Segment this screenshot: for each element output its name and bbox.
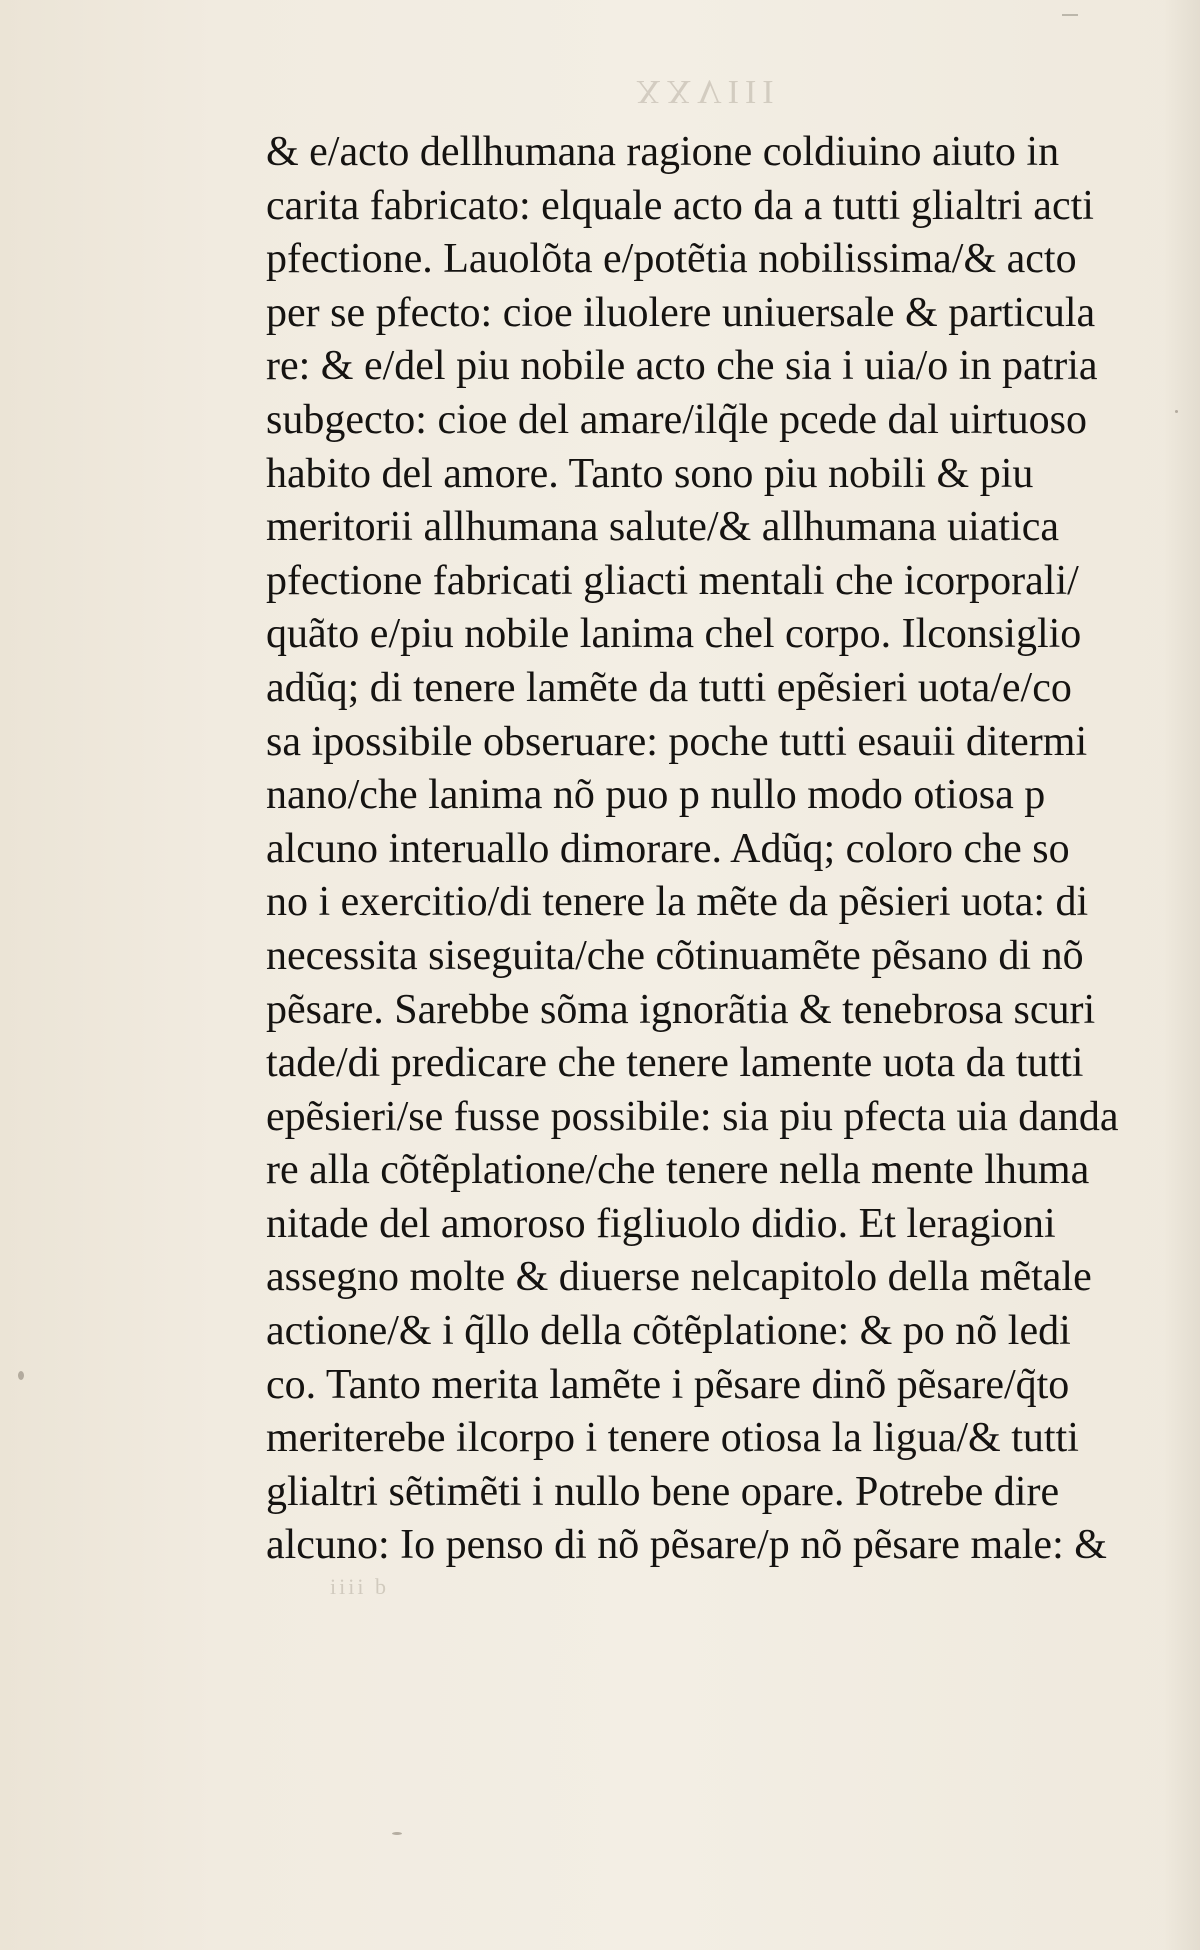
text-line: pfectione. Lauolõta e/potẽtia nobilissima/& acto [266, 236, 1077, 283]
paper-speck [392, 1832, 402, 1835]
text-line: habito del amore. Tanto sono piu nobili & piu [266, 450, 1034, 497]
text-line: & e/acto dellhumana ragione coldiuino aiuto in [266, 129, 1060, 175]
paper-speck [18, 1371, 24, 1380]
text-line: nano/che lanima nõ puo p nullo modo otiosa p [266, 772, 1046, 819]
text-line: nitade del amoroso figliuolo didio. Et leragioni [266, 1200, 1056, 1247]
text-line: per se pfecto: cioe iluolere uniuersale & particula [266, 289, 1096, 336]
text-line: co. Tanto merita lamẽte i pẽsare dinõ pẽsare/q̃to [266, 1361, 1070, 1408]
text-line: carita fabricato: elquale acto da a tutti glialtri acti [266, 182, 1094, 229]
text-line: sa ipossibile obseruare: poche tutti esauii ditermi [266, 718, 1088, 765]
paper-speck [1175, 410, 1178, 413]
text-line: re: & e/del piu nobile acto che sia i uia/o in patria [266, 343, 1098, 390]
page-edge-shadow [1164, 0, 1200, 1950]
text-line: no i exercitio/di tenere la mẽte da pẽsieri uota: di [266, 879, 1089, 926]
text-line: meriterebe ilcorpo i tenere otiosa la ligua/& tutti [266, 1415, 1079, 1462]
text-line: alcuno: Io penso di nõ pẽsare/p nõ pẽsare male: & [266, 1522, 1107, 1569]
top-edge-mark [1062, 14, 1078, 16]
text-line: necessita siseguita/che cõtinuamẽte pẽsano di nõ [266, 932, 1084, 979]
signature-mark: iiii b [330, 1574, 389, 1599]
text-line: pfectione fabricati gliacti mentali che icorporali/ [266, 557, 1079, 604]
text-line: re alla cõtẽplatione/che tenere nella mente lhuma [266, 1147, 1090, 1194]
text-line: tade/di predicare che tenere lamente uota da tutti [266, 1040, 1084, 1087]
text-line: alcuno interuallo dimorare. Adũq; coloro che so [266, 825, 1070, 872]
text-line: actione/& i q̃llo della cõtẽplatione: & po nõ ledi [266, 1308, 1071, 1355]
text-line: subgecto: cioe del amare/ilq̃le pcede dal uirtuoso [266, 396, 1088, 443]
text-line: quãto e/piu nobile lanima chel corpo. Ilconsiglio [266, 611, 1082, 658]
body-text [266, 126, 1126, 1573]
folio-number: XXVIII [636, 73, 780, 110]
text-line: epẽsieri/se fusse possibile: sia piu pfecta uia danda [266, 1093, 1119, 1140]
text-line: adũq; di tenere lamẽte da tutti epẽsieri uota/e/co [266, 664, 1072, 711]
text-line: meritorii allhumana salute/& allhumana uiatica [266, 504, 1060, 551]
text-line: glialtri sẽtimẽti i nullo bene opare. Potrebe dire [266, 1468, 1060, 1515]
text-line: assegno molte & diuerse nelcapitolo della mẽtale [266, 1254, 1092, 1301]
text-line: pẽsare. Sarebbe sõma ignorãtia & tenebrosa scuri [266, 986, 1096, 1033]
